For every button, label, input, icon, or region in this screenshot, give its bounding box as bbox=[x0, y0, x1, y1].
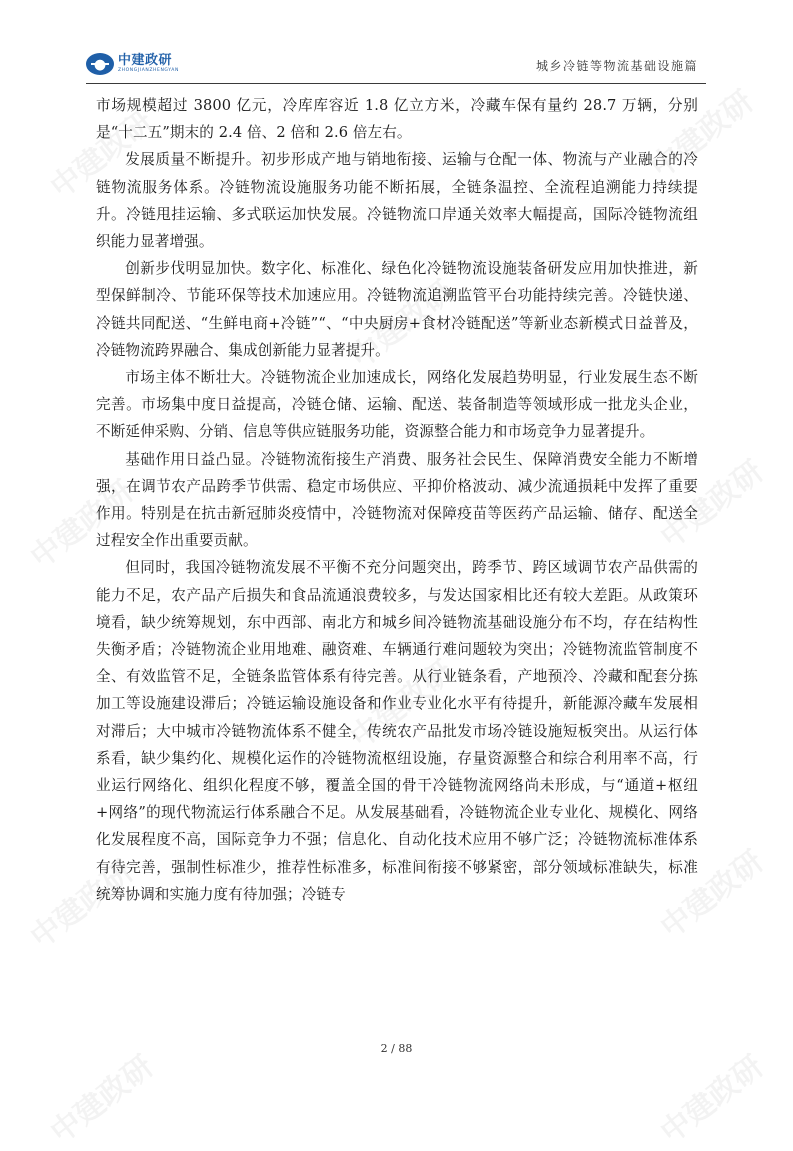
watermark: 中建政研 bbox=[654, 454, 771, 556]
page-number: 2 / 88 bbox=[380, 1042, 413, 1055]
watermark: 中建政研 bbox=[24, 474, 141, 576]
paragraph: 市场主体不断壮大。冷链物流企业加速成长，网络化发展趋势明显，行业发展生态不断完善。市场集中度日益提高，冷链仓储、运输、配送、装备制造等领域形成一批龙头企业，不断延伸采购、分销、信息等供应链服务功能，资源整合能力和市场竞争力显著提升。 bbox=[96, 369, 698, 441]
watermark: 中建政研 bbox=[654, 1049, 771, 1151]
watermark: 中建政研 bbox=[644, 84, 761, 186]
paragraph: 基础作用日益凸显。冷链物流衔接生产消费、服务社会民生、保障消费安全能力不断增强，在调节农产品跨季节供需、稳定市场供应、平抑价格波动、减少流通损耗中发挥了重要作用。特别是在抗击新冠肺炎疫情中，冷链物流对保障疫苗等医药产品运输、储存、配送全过程安全作出重要贡献。 bbox=[96, 450, 698, 550]
watermark: 中建政研 bbox=[44, 104, 161, 206]
page-header bbox=[86, 47, 706, 84]
watermark: 中建政研 bbox=[654, 844, 771, 946]
company-logo bbox=[86, 51, 179, 77]
watermark: 中建政研 bbox=[344, 274, 461, 376]
paragraph: 发展质量不断提升。初步形成产地与销地衔接、运输与仓配一体、物流与产业融合的冷链物流服务体系。冷链物流设施服务功能不断拓展，全链条温控、全流程追溯能力持续提升。冷链甩挂运输、多式联运加快发展。冷链物流口岸通关效率大幅提高，国际冷链物流组织能力显著增强。 bbox=[96, 151, 698, 251]
logo-subtext: ZHONGJIANZHENGYAN bbox=[118, 68, 179, 74]
logo-text: 中建政研 bbox=[118, 53, 173, 69]
paragraph: 但同时，我国冷链物流发展不平衡不充分问题突出，跨季节、跨区域调节农产品供需的能力不足，农产品产后损失和食品流通浪费较多，与发达国家相比还有较大差距。从政策环境看，缺少统筹规划，东中西部、南北方和城乡间冷链物流基础设施分布不均，存在结构性失衡矛盾；冷链物流企业用地难、融资难、车辆通行难问题较为突出；冷链物流监管制度不全、有效监管不足，全链条监管体系有待完善。从行业链条看，产地预冷、冷藏和配套分拣加工等设施建设滞后；冷链运输设施设备和作业专业化水平有待提升，新能源冷藏车发展相对滞后；大中城市冷链物流体系不健全，传统农产品批发市场冷链设施短板突出。从运行体系看，缺少集约化、规模化运作的冷链物流枢纽设施，存量资源整合和综合利用率不高，行业运行网络化、组织化程度不够，覆盖全国的骨干冷链物流网络尚未形成，与“通道+枢纽+网络”的现代物流运行体系融合不足。从发展基础看，冷链物流企业专业化、规模化、网络化发展程度不高，国际竞争力不强；信息化、自动化技术应用不够广泛；冷链物流标准体系有待完善，强制性标准少，推荐性标准多，标准间衔接不够紧密，部分领域标准缺失，标准统筹协调和实施力度有待加强；冷链专 bbox=[96, 559, 698, 903]
header-title: 城乡冷链等物流基础设施篇 bbox=[535, 59, 698, 73]
paragraph: 市场规模超过 3800 亿元，冷库库容近 1.8 亿立方米，冷藏车保有量约 28.7 万辆，分别是“十二五”期末的 2.4 倍、2 倍和 2.6 倍左右。 bbox=[96, 97, 698, 142]
globe-logo-icon bbox=[86, 53, 114, 75]
watermark: 中建政研 bbox=[24, 854, 141, 956]
watermark: 中建政研 bbox=[44, 1049, 161, 1151]
document-body bbox=[96, 92, 698, 908]
watermark: 中建政研 bbox=[344, 654, 461, 756]
paragraph: 创新步伐明显加快。数字化、标准化、绿色化冷链物流设施装备研发应用加快推进，新型保鲜制冷、节能环保等技术加速应用。冷链物流追溯监管平台功能持续完善。冷链快递、冷链共同配送、“生鲜电商+冷链”“、“中央厨房+食材冷链配送”等新业态新模式日益普及，冷链物流跨界融合、集成创新能力显著提升。 bbox=[96, 260, 698, 359]
